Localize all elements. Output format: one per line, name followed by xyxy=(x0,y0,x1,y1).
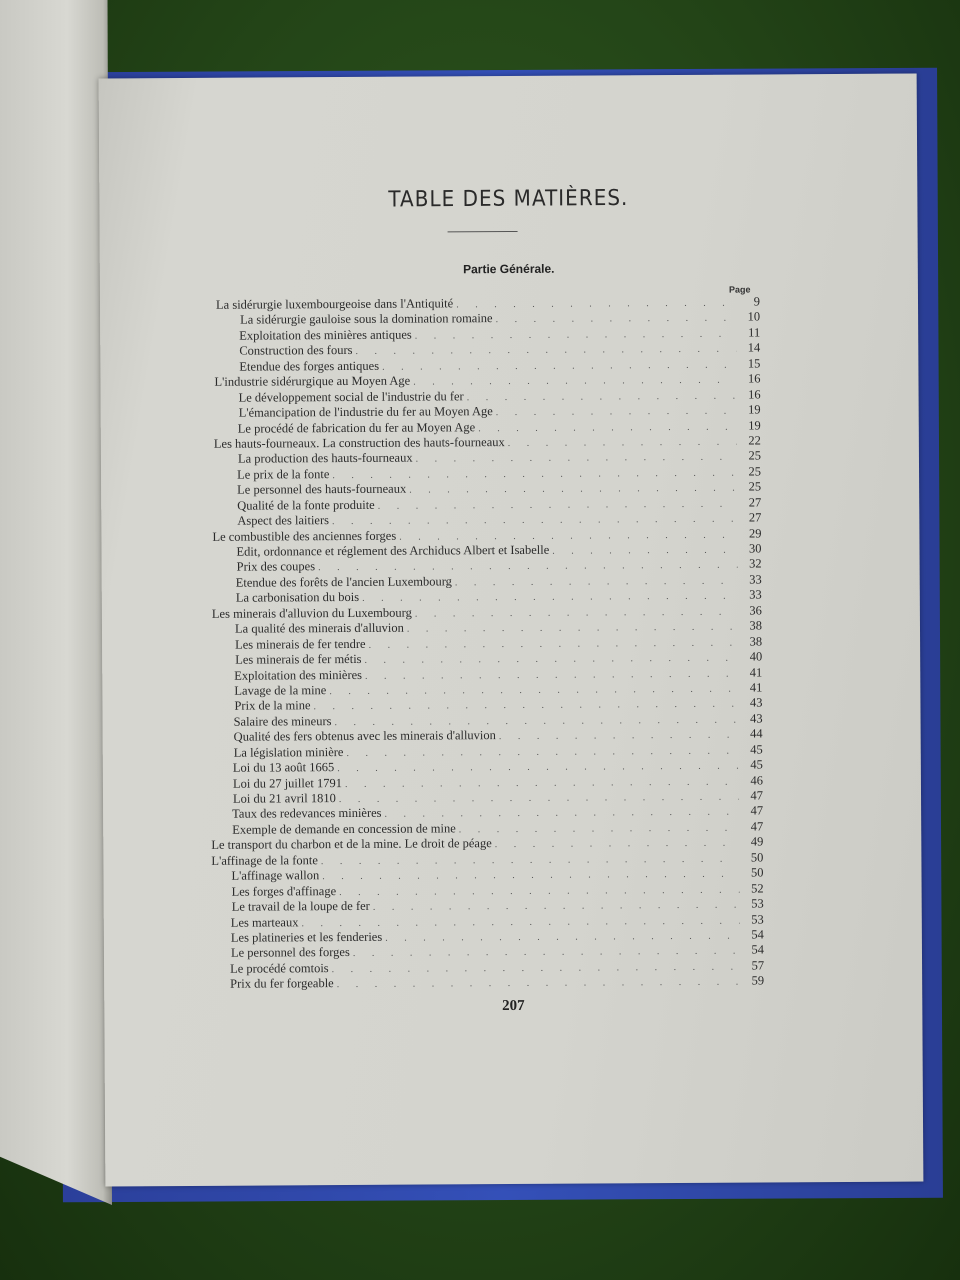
toc-entry-title: Le procédé de fabrication du fer au Moyen Age xyxy=(237,419,476,436)
toc-dot-leader xyxy=(478,419,737,436)
toc-dot-leader xyxy=(459,820,740,837)
toc-entry-title: Qualité de la fonte produite xyxy=(237,497,375,513)
toc-entry-title: Les hauts-fourneaux. La construction des hauts-fourneaux xyxy=(213,434,505,451)
toc-entry-page: 40 xyxy=(749,649,763,664)
toc-entry-page: 44 xyxy=(750,726,763,741)
toc-dot-leader xyxy=(552,543,737,560)
toc-entry-title: Prix du fer forgeable xyxy=(230,976,334,991)
toc-entry-page: 25 xyxy=(748,479,762,494)
page-column-header: Page xyxy=(728,284,751,295)
toc-entry-page: 16 xyxy=(747,371,761,386)
toc-entry-page: 59 xyxy=(751,973,765,988)
toc-entry-title: Etendue des forges antiques xyxy=(239,358,380,374)
toc-entry-page: 43 xyxy=(749,695,763,710)
toc-entry-title: Prix de la mine xyxy=(234,698,311,714)
toc-dot-leader xyxy=(467,388,737,405)
toc-entry-page: 16 xyxy=(748,387,761,402)
toc-entry-page: 54 xyxy=(751,942,765,957)
toc-entry-page: 33 xyxy=(749,572,762,587)
toc-entry-page: 15 xyxy=(747,356,761,371)
toc-entry-title: La sidérurgie luxembourgeoise dans l'Antiquité xyxy=(215,296,454,312)
toc-entry-page: 9 xyxy=(753,294,761,309)
toc-dot-leader xyxy=(456,296,736,313)
toc-entry-page: 14 xyxy=(747,340,761,355)
toc-entry-page: 43 xyxy=(750,711,763,726)
toc-entry-title: Le procédé comtois xyxy=(230,960,329,976)
toc-entry-title: Qualité des fers obtenus avec les minerais d'alluvion xyxy=(233,728,496,744)
toc-entry-title: Lavage de la mine xyxy=(234,683,327,698)
toc-entry-page: 30 xyxy=(748,541,762,556)
toc-entry-title: L'affinage de la fonte xyxy=(211,852,318,868)
toc-entry-title: L'affinage wallon xyxy=(231,868,320,883)
toc-entry-page: 45 xyxy=(750,742,763,757)
toc-entry-title: Exploitation des minières antiques xyxy=(239,327,412,343)
toc-entry-title: Le personnel des hauts-fourneaux xyxy=(237,481,407,497)
toc-entry-page: 50 xyxy=(750,850,764,865)
toc-entry-page: 47 xyxy=(750,788,764,803)
toc-entry-page: 19 xyxy=(748,417,761,433)
toc-entry-page: 25 xyxy=(748,464,762,479)
toc-entry-page: 32 xyxy=(749,556,762,571)
toc-entry-title: Salaire des mineurs xyxy=(233,713,332,729)
toc-entry-title: Loi du 27 juillet 1791 xyxy=(232,775,343,791)
toc-entry-page: 47 xyxy=(750,819,764,834)
toc-dot-leader xyxy=(496,404,737,421)
toc-dot-leader xyxy=(496,311,737,328)
toc-entry-page: 29 xyxy=(748,526,762,541)
table-of-contents xyxy=(208,294,764,992)
page-number: 207 xyxy=(501,997,525,1015)
toc-entry-page: 27 xyxy=(748,495,762,510)
toc-entry-page: 45 xyxy=(750,757,763,772)
toc-entry-page: 19 xyxy=(748,402,761,417)
toc-entry-title: L'industrie sidérurgique au Moyen Age xyxy=(214,373,411,389)
toc-dot-leader xyxy=(455,573,738,590)
toc-entry-title: Le développement social de l'industrie du fer xyxy=(238,388,464,405)
toc-entry-title: Les minerais de fer tendre xyxy=(235,636,366,652)
page-title: TABLE DES MATIÈRES. xyxy=(388,184,629,212)
toc-entry-title: Exploitation des minières xyxy=(234,667,363,683)
toc-entry-title: Loi du 21 avril 1810 xyxy=(232,791,336,806)
toc-entry-page: 11 xyxy=(748,325,761,340)
toc-entry-page: 10 xyxy=(747,309,761,324)
toc-entry-title: Les minerais de fer métis xyxy=(235,651,362,667)
toc-entry-title: Les platineries et les fenderies xyxy=(230,929,383,945)
toc-entry-page: 38 xyxy=(749,618,763,633)
toc-entry-title: Les minerais d'alluvion du Luxembourg xyxy=(211,605,412,621)
toc-entry-page: 57 xyxy=(751,958,765,973)
toc-entry-page: 52 xyxy=(751,881,764,896)
toc-entry-title: Les forges d'affinage xyxy=(231,883,337,899)
toc-entry-title: Le transport du charbon et de la mine. Le droit de péage xyxy=(211,836,492,853)
toc-entry-page: 49 xyxy=(750,834,764,849)
left-page xyxy=(0,0,112,1205)
toc-entry-title: Le prix de la fonte xyxy=(237,466,330,482)
toc-entry-title: Edit, ordonnance et réglement des Archiducs Albert et Isabelle xyxy=(236,542,550,559)
toc-entry-page: 47 xyxy=(750,803,764,818)
toc-entry-title: Le combustible des anciennes forges xyxy=(212,528,397,544)
toc-entry xyxy=(212,974,764,993)
toc-entry-title: Le travail de la loupe de fer xyxy=(231,898,370,914)
toc-entry-page: 54 xyxy=(751,927,764,942)
toc-entry-title: La qualité des minerais d'alluvion xyxy=(234,620,404,636)
toc-entry-title: La sidérurgie gauloise sous la domination romaine xyxy=(240,311,493,328)
toc-entry-title: La carbonisation du bois xyxy=(235,590,360,605)
toc-entry-title: Construction des fours xyxy=(239,343,353,358)
toc-entry-page: 53 xyxy=(751,911,764,927)
toc-entry-page: 22 xyxy=(748,433,761,448)
toc-entry-title: Loi du 13 août 1665 xyxy=(232,760,335,775)
toc-entry-page: 41 xyxy=(749,664,763,680)
toc-dot-leader xyxy=(499,728,739,745)
toc-dot-leader xyxy=(495,836,740,853)
toc-entry-page: 33 xyxy=(749,587,762,602)
toc-entry-title: Le personnel des forges xyxy=(230,945,350,961)
toc-entry-title: L'émancipation de l'industrie du fer au Moyen Age xyxy=(238,404,493,420)
book-page xyxy=(99,74,924,1187)
toc-entry-title: La législation minière xyxy=(233,744,344,760)
toc-entry-title: La production des hauts-fourneaux xyxy=(237,450,413,467)
section-heading: Partie Générale. xyxy=(463,261,555,277)
toc-entry-title: Taux des redevances minières xyxy=(232,806,382,822)
toc-entry-page: 38 xyxy=(749,634,763,649)
toc-entry-page: 25 xyxy=(748,448,761,463)
toc-dot-leader xyxy=(337,975,741,993)
toc-entry-page: 50 xyxy=(750,865,764,880)
toc-dot-leader xyxy=(508,435,737,452)
toc-entry-title: Aspect des laitiers xyxy=(237,513,330,528)
toc-entry-title: Les marteaux xyxy=(230,914,299,930)
title-rule xyxy=(448,231,518,232)
toc-entry-title: Etendue des forêts de l'ancien Luxembourg xyxy=(235,574,452,590)
toc-entry-page: 53 xyxy=(751,896,764,911)
toc-entry-page: 41 xyxy=(749,680,763,695)
toc-entry-title: Prix des coupes xyxy=(236,559,316,575)
toc-entry-page: 46 xyxy=(750,773,763,788)
toc-entry-page: 27 xyxy=(748,510,762,525)
toc-entry-title: Exemple de demande en concession de mine xyxy=(232,821,456,837)
toc-entry-page: 36 xyxy=(749,603,762,618)
